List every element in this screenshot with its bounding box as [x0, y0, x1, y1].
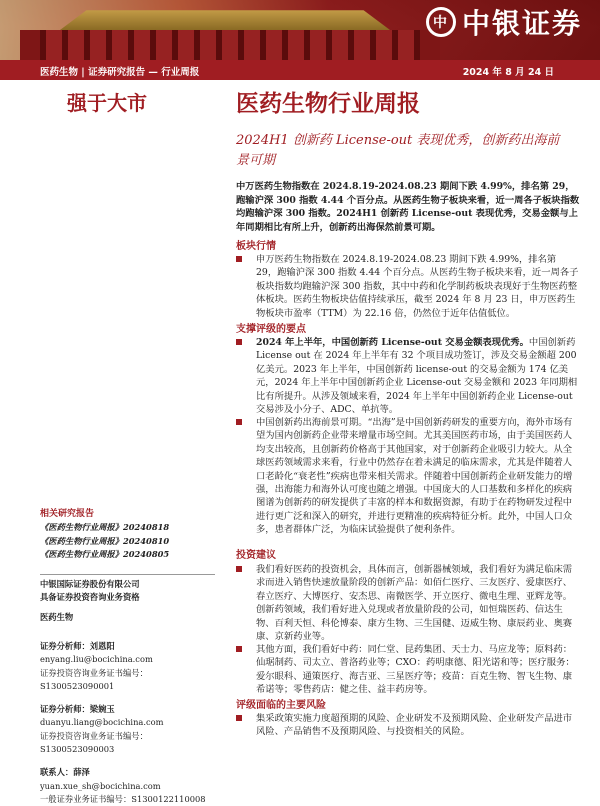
company-info	[40, 578, 215, 624]
contact-name: 联系人：薛泽	[40, 767, 90, 778]
list-item	[236, 563, 580, 643]
contact-cert: 一般证券业务证书编号：S1300122110008	[40, 793, 206, 804]
analyst-email[interactable]: duanyu.liang@bocichina.com	[40, 717, 164, 728]
section-heading-points: 支撑评级的要点	[236, 324, 306, 335]
header-banner	[0, 0, 600, 60]
headline: 2024H1 创新药 License-out 表现优秀，创新药出海前景可期	[236, 133, 560, 168]
list-item	[236, 336, 580, 416]
analyst-cert: 证券投资咨询业务证书编号：S1300523090001	[40, 667, 148, 691]
bullet-icon	[236, 563, 244, 571]
related-reports	[40, 508, 215, 561]
company-note: 具备证券投资咨询业务资格	[40, 592, 140, 603]
invest-text: 我们看好医药的投资机会，具体而言，创新器械领域，我们看好为满足临床需求而进入销售快速放量阶段的创新产品：如佰仁医疗、三友医疗、爱康医疗、春立医疗、大博医疗、安杰思、南微医学、开立医疗、微电生理、亚辉龙等。创新药领域，我们看好进入兑现或者放量阶段的公司，如恒瑞医药、信达生物、百利天恒、科伦博泰、康方生物、三生国健、迈威生物、康辰药业、奥赛康、京新药业等。	[256, 564, 573, 643]
list-item	[236, 253, 580, 320]
list-item	[236, 416, 580, 537]
bullet-icon	[236, 712, 244, 720]
breadcrumb: 医药生物 | 证券研究报告 — 行业周报	[40, 67, 200, 78]
analyst-info	[40, 640, 215, 806]
point-text: 中国创新药 License out 在 2024 年上半年有 32 个项目成功签订，涉及交易金额超 200 亿美元。2023 年上半年，中国创新药 license-out 的交易金额为 174 亿美元，2024 年上半年中国创新药企业 License-out 交易金额和 2023 年同期相比有所提升。从涉及领域来看，2024 年上半年中国创新药企业 License-out 交易涉及小分子、ADC、单抗等。	[256, 337, 578, 416]
rating-label: 强于大市	[67, 91, 147, 115]
page-title: 医药生物行业周报	[236, 91, 420, 117]
bullet-icon	[236, 416, 244, 424]
boc-logo-icon: 中	[426, 7, 456, 37]
bullet-icon	[236, 643, 244, 651]
bullet-icon	[236, 253, 244, 261]
brand-logo	[426, 2, 582, 42]
bullet-icon	[236, 336, 244, 344]
related-report-link[interactable]: 《医药生物行业周报》20240810	[40, 535, 170, 546]
section-heading-invest: 投资建议	[236, 550, 276, 561]
divider	[40, 574, 215, 575]
list-item	[236, 712, 580, 739]
analyst-cert: 证券投资咨询业务证书编号：S1300523090003	[40, 730, 148, 755]
header-subbar	[0, 60, 600, 80]
report-date: 2024 年 8 月 24 日	[462, 67, 554, 78]
invest-text: 其他方面，我们看好中药：同仁堂、昆药集团、天士力、马应龙等；原料药：仙琚制药、司太立、普洛药业等；CXO：药明康德、阳光诺和等；医疗服务：爱尔眼科、通策医疗、海吉亚、三星医疗等；疫苗：百克生物、智飞生物、康希诺等；零售药店：健之佳、益丰药房等。	[256, 644, 575, 696]
banner-palace-roof	[60, 8, 390, 30]
brand-name: 中银证券	[461, 7, 582, 40]
analyst-name: 证券分析师：刘恩阳	[40, 641, 115, 651]
sector-label: 医药生物	[40, 611, 74, 622]
market-text: 申万医药生物指数在 2024.8.19-2024.08.23 期间下跌 4.99%，排名第 29，跑输沪深 300 指数 4.44 个百分点。从医药生物子板块来看，近一周各子板块指数均跑输沪深 300 指数，其中中药和化学制药板块表现好于生物医药整体板块。医药生物板块估值持续承压，截至 2024 年 8 月 23 日，申万医药生物板块市盈率（TTM）为 22.16 倍，仍然位于近年估值低位。	[256, 254, 579, 319]
related-report-link[interactable]: 《医药生物行业周报》20240805	[40, 548, 170, 559]
section-heading-risk: 评级面临的主要风险	[236, 700, 326, 711]
point-text: 中国创新药出海前景可期。“出海”是中国创新药研发的重要方向，海外市场有望为国内创新药企业带来增量市场空间。尤其美国医药市场，由于美国医药人均支出较高，且创新药价格高于其他国家，对于创新药企业吸引力较大。从全球医药领域需求来看，行业中仍然存在着未满足的临床需求，尤其是伴随着人口老龄化“衰老性”疾病也带来相关需求。伴随着中国创新药企业研发能力的增强，出海能力和海外认可度也随之增强。中国庞大的人口基数和多样化的疾病图谱为创新药的研发提供了丰富的样本和数据资源，有助于在药物研发过程中进行更广泛和深入的研究，并进行更精准的疾病特征分析。此外，中国人口众多，患者群体广泛，为临床试验提供了便利条件。	[256, 417, 573, 536]
banner-palace-columns	[40, 30, 420, 60]
related-heading: 相关研究报告	[40, 509, 95, 519]
section-heading-market: 板块行情	[236, 241, 276, 252]
list-item	[236, 643, 580, 697]
analyst-email[interactable]: enyang.liu@bocichina.com	[40, 654, 153, 665]
risk-text: 集采政策实施力度超预期的风险、企业研发不及预期风险、企业研发产品进市风险、产品销售不及预期风险、与投资相关的风险。	[256, 713, 573, 738]
point-bold: 2024 年上半年，中国创新药 License-out 交易金额表现优秀。	[256, 337, 529, 348]
analyst-name: 证券分析师：梁婉玉	[40, 704, 115, 715]
company-name: 中银国际证券股份有限公司	[40, 579, 140, 589]
abstract: 中万医药生物指数在 2024.8.19-2024.08.23 期间下跌 4.99%，排名第 29，跑输沪深 300 指数 4.44 个百分点。从医药生物子板块来看，近一周各子板块指数均跑输沪深 300 指数。2024H1 创新药 License-out 表现优秀，交易金额与上年同期相比有所上升，创新药出海保然前景可期。	[236, 181, 580, 233]
related-report-link[interactable]: 《医药生物行业周报》20240818	[40, 522, 170, 533]
contact-email[interactable]: yuan.xue_sh@bocichina.com	[40, 780, 161, 791]
